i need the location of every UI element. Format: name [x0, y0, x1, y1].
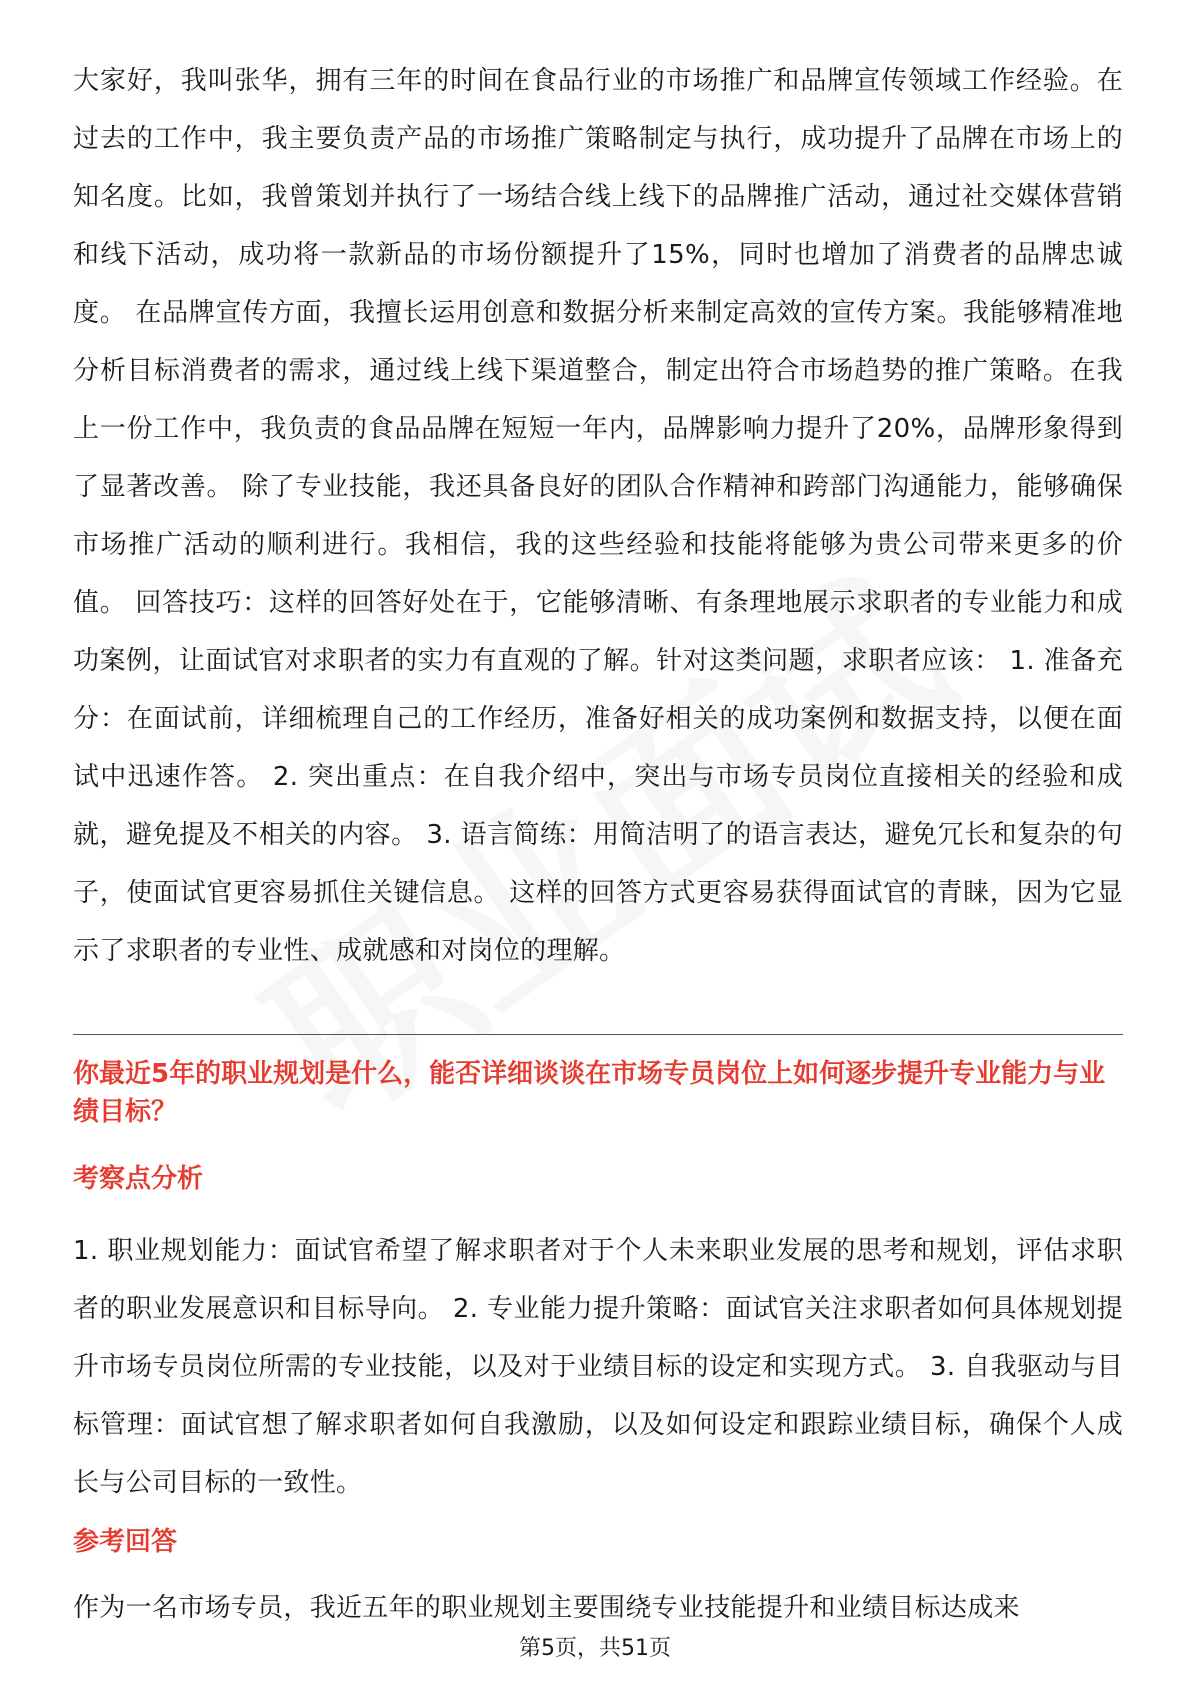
section-divider [73, 1034, 1123, 1035]
question-title: 你最近5年的职业规划是什么，能否详细谈谈在市场专员岗位上如何逐步提升专业能力与业绩目标？ [73, 1059, 1106, 1127]
previous-answer [73, 52, 1123, 980]
analysis-text: 1. 职业规划能力：面试官希望了解求职者对于个人未来职业发展的思考和规划，评估求职者的职业发展意识和目标导向。 2. 专业能力提升策略：面试官关注求职者如何具体规划提升市场专员岗位所需的专业技能，以及对于业绩目标的设定和实现方式。 3. 自我驱动与目标管理：面试官想了解求职者如何自我激励，以及如何设定和跟踪业绩目标，确保个人成长与公司目标的一致性。 [73, 1236, 1123, 1498]
reference-heading: 参考回答 [73, 1527, 178, 1557]
analysis-heading: 考察点分析 [73, 1164, 204, 1194]
previous-answer-text: 大家好，我叫张华，拥有三年的时间在食品行业的市场推广和品牌宣传领域工作经验。在过去的工作中，我主要负责产品的市场推广策略制定与执行，成功提升了品牌在市场上的知名度。比如，我曾策划并执行了一场结合线上线下的品牌推广活动，通过社交媒体营销和线下活动，成功将一款新品的市场份额提升了15%，同时也增加了消费者的品牌忠诚度。 在品牌宣传方面，我擅长运用创意和数据分析来制定高效的宣传方案。我能够精准地分析目标消费者的需求，通过线上线下渠道整合，制定出符合市场趋势的推广策略。在我上一份工作中，我负责的食品品牌在短短一年内，品牌影响力提升了20%，品牌形象得到了显著改善。 除了专业技能，我还具备良好的团队合作精神和跨部门沟通能力，能够确保市场推广活动的顺利进行。我相信，我的这些经验和技能将能够为贵公司带来更多的价值。 回答技巧：这样的回答好处在于，它能够清晰、有条理地展示求职者的专业能力和成功案例，让面试官对求职者的实力有直观的了解。针对这类问题，求职者应该： 1. 准备充分：在面试前，详细梳理自己的工作经历，准备好相关的成功案例和数据支持，以便在面试中迅速作答。 2. 突出重点：在自我介绍中，突出与市场专员岗位直接相关的经验和成就，避免提及不相关的内容。 3. 语言简练：用简洁明了的语言表达，避免冗长和复杂的句子，使面试官更容易抓住关键信息。 这样的回答方式更容易获得面试官的青睐，因为它显示了求职者的专业性、成就感和对岗位的理解。 [73, 66, 1123, 966]
reference-text: 作为一名市场专员，我近五年的职业规划主要围绕专业技能提升和业绩目标达成来 [73, 1593, 1020, 1623]
page-number: 第5页，共51页 [519, 1636, 671, 1661]
reference-section [73, 1579, 1123, 1637]
analysis-section [73, 1222, 1123, 1512]
